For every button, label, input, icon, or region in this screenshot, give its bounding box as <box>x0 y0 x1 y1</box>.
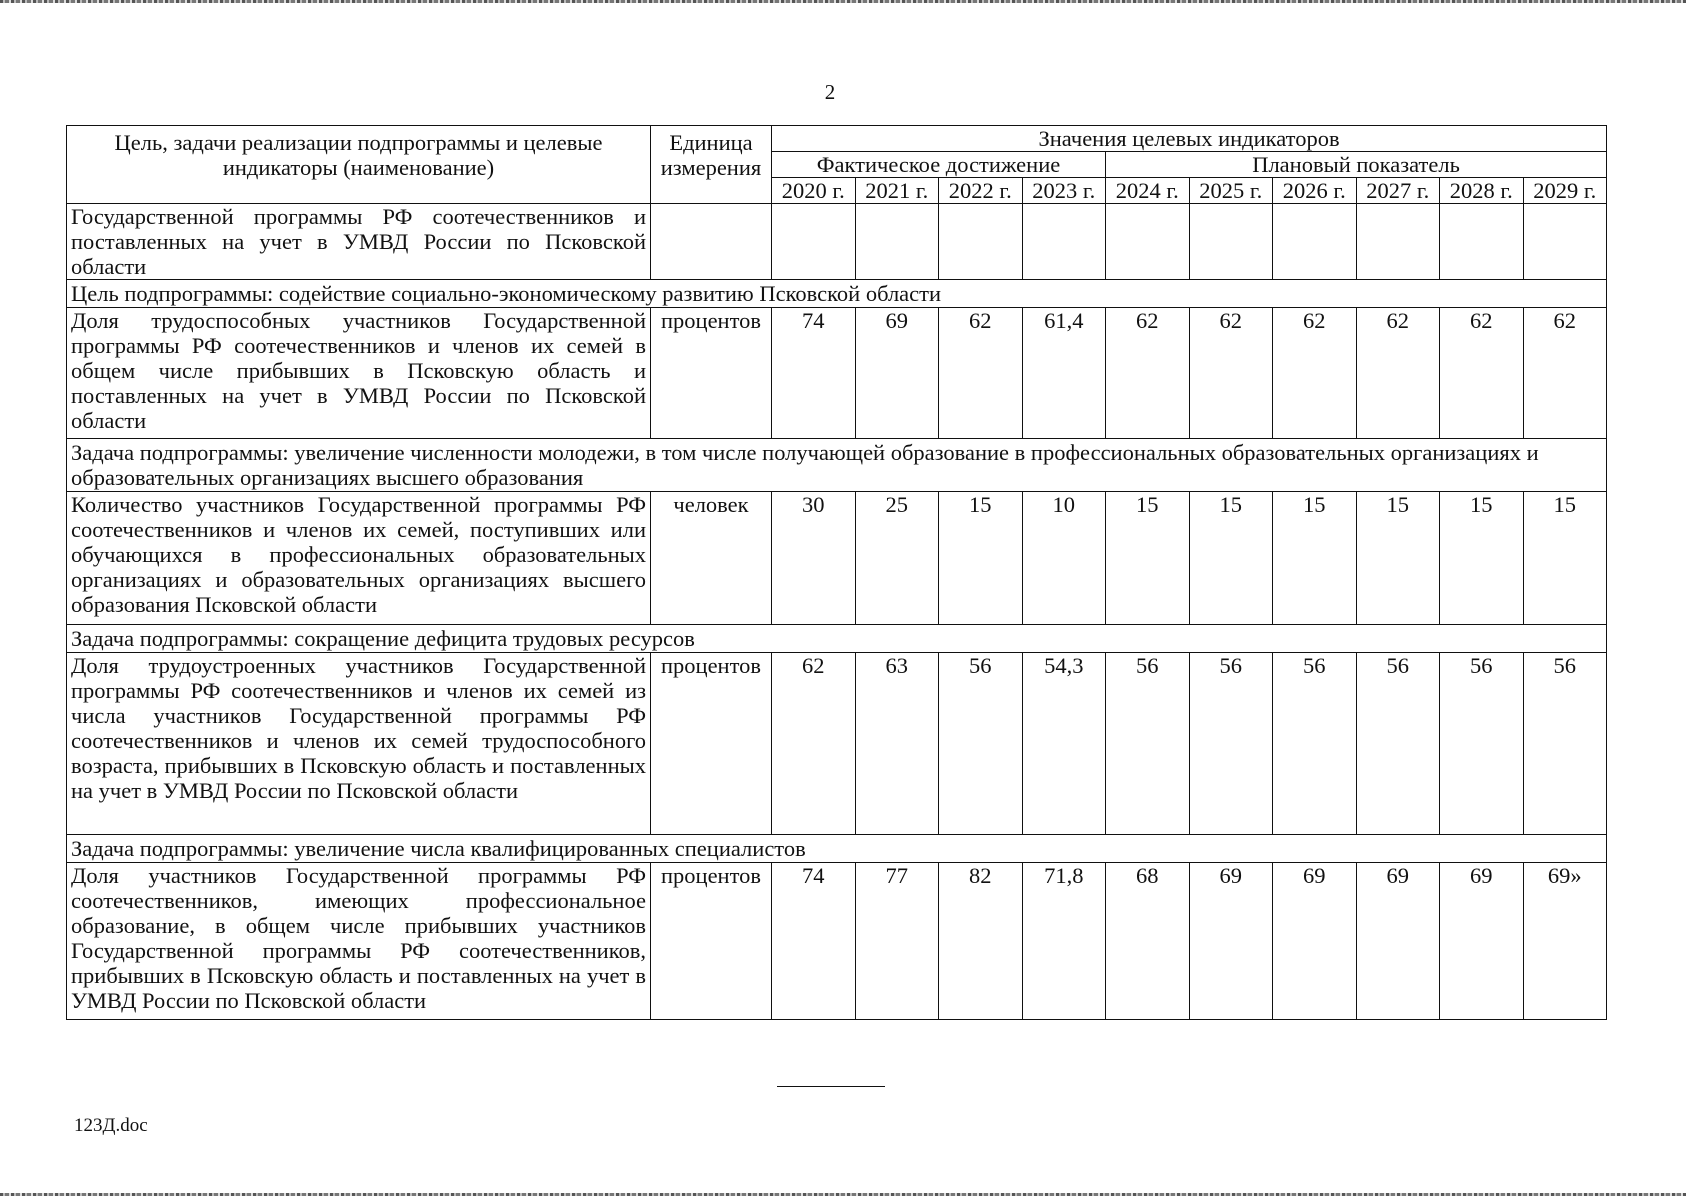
value-2028: 15 <box>1440 492 1524 625</box>
value-2023: 10 <box>1022 492 1106 625</box>
section-row-goal <box>67 280 1607 308</box>
section-row-task-2 <box>67 625 1607 653</box>
goal-text: Цель подпрограммы: содействие социально-экономическому развитию Псковской области <box>67 280 1607 308</box>
value-2023: 54,3 <box>1022 653 1106 835</box>
indicator-name: Доля участников Государственной программы РФ соотечественников, имеющих профессиональное образование, в общем числе прибывших участников Государственной программы РФ соотечественников, прибывших в Псковскую область и поставленных на учет в УМВД России по Псковской области <box>67 863 651 1020</box>
value-2025: 15 <box>1189 492 1273 625</box>
value-2021: 69 <box>855 308 939 439</box>
value-2020: 30 <box>772 492 856 625</box>
table-row-indicator-3 <box>67 653 1607 835</box>
indicator-unit: процентов <box>651 308 772 439</box>
value-2024: 62 <box>1106 308 1190 439</box>
value-2026: 62 <box>1273 308 1357 439</box>
value-cell <box>1440 204 1524 280</box>
header-planned-group: Плановый показатель <box>1106 152 1607 178</box>
header-year: 2023 г. <box>1022 178 1106 204</box>
table-row-indicator-4 <box>67 863 1607 1020</box>
header-name-column: Цель, задачи реализации подпрограммы и целевые индикаторы (наименование) <box>67 126 651 204</box>
indicator-name: Доля трудоспособных участников Государственной программы РФ соотечественников и членов их семей в общем числе прибывших в Псковскую область и поставленных на учет в УМВД России по Псковской области <box>67 308 651 439</box>
section-row-task-1 <box>67 439 1607 492</box>
value-cell <box>1189 204 1273 280</box>
value-cell <box>1022 204 1106 280</box>
value-2026: 69 <box>1273 863 1357 1020</box>
value-2022: 56 <box>939 653 1023 835</box>
header-year: 2028 г. <box>1440 178 1524 204</box>
scan-top-edge <box>0 0 1686 3</box>
header-year: 2022 г. <box>939 178 1023 204</box>
task-text: Задача подпрограммы: увеличение числа квалифицированных специалистов <box>67 835 1607 863</box>
value-cell <box>939 204 1023 280</box>
header-actual-group: Фактическое достижение <box>772 152 1106 178</box>
indicator-name: Количество участников Государственной программы РФ соотечественников и членов их семей, поступивших или обучающихся в профессиональных образовательных организациях и образовательных организациях высшего образования Псковской области <box>67 492 651 625</box>
value-2021: 63 <box>855 653 939 835</box>
header-year: 2021 г. <box>855 178 939 204</box>
value-2022: 15 <box>939 492 1023 625</box>
value-2029: 62 <box>1523 308 1607 439</box>
section-row-task-3 <box>67 835 1607 863</box>
task-text: Задача подпрограммы: увеличение численности молодежи, в том числе получающей образование в профессиональных образовательных организациях и образовательных организациях высшего образования <box>67 439 1607 492</box>
value-2029: 69» <box>1523 863 1607 1020</box>
value-2026: 15 <box>1273 492 1357 625</box>
value-2023: 71,8 <box>1022 863 1106 1020</box>
indicator-unit: процентов <box>651 653 772 835</box>
value-2025: 56 <box>1189 653 1273 835</box>
value-2025: 69 <box>1189 863 1273 1020</box>
task-text: Задача подпрограммы: сокращение дефицита трудовых ресурсов <box>67 625 1607 653</box>
value-cell <box>855 204 939 280</box>
value-2027: 56 <box>1356 653 1440 835</box>
value-2029: 15 <box>1523 492 1607 625</box>
value-cell <box>1106 204 1190 280</box>
value-cell <box>1523 204 1607 280</box>
header-year: 2026 г. <box>1273 178 1357 204</box>
value-2027: 62 <box>1356 308 1440 439</box>
indicator-unit: процентов <box>651 863 772 1020</box>
value-2029: 56 <box>1523 653 1607 835</box>
value-2024: 68 <box>1106 863 1190 1020</box>
value-2022: 82 <box>939 863 1023 1020</box>
header-year: 2020 г. <box>772 178 856 204</box>
value-2028: 69 <box>1440 863 1524 1020</box>
header-year: 2025 г. <box>1189 178 1273 204</box>
header-year: 2024 г. <box>1106 178 1190 204</box>
table-row-indicator-2 <box>67 492 1607 625</box>
value-cell <box>1356 204 1440 280</box>
value-2020: 62 <box>772 653 856 835</box>
indicator-name: Доля трудоустроенных участников Государственной программы РФ соотечественников и членов их семей из числа участников Государственной программы РФ соотечественников и членов их семей трудоспособного возраста, прибывших в Псковскую область и поставленных на учет в УМВД России по Псковской области <box>67 653 651 835</box>
value-2028: 56 <box>1440 653 1524 835</box>
indicator-name: Государственной программы РФ соотечественников и поставленных на учет в УМВД России по Псковской области <box>67 204 651 280</box>
value-2024: 56 <box>1106 653 1190 835</box>
value-2020: 74 <box>772 863 856 1020</box>
footer-divider <box>777 1086 885 1087</box>
value-2025: 62 <box>1189 308 1273 439</box>
value-cell <box>772 204 856 280</box>
header-year: 2029 г. <box>1523 178 1607 204</box>
value-cell <box>1273 204 1357 280</box>
value-2027: 69 <box>1356 863 1440 1020</box>
value-2020: 74 <box>772 308 856 439</box>
header-unit-column: Единица измерения <box>651 126 772 204</box>
footer-file-name: 123Д.doc <box>74 1115 148 1136</box>
table-row-indicator-1 <box>67 308 1607 439</box>
scan-bottom-edge <box>0 1193 1686 1196</box>
value-2024: 15 <box>1106 492 1190 625</box>
unit-cell <box>651 204 772 280</box>
header-year: 2027 г. <box>1356 178 1440 204</box>
value-2028: 62 <box>1440 308 1524 439</box>
value-2027: 15 <box>1356 492 1440 625</box>
value-2021: 77 <box>855 863 939 1020</box>
header-row-1 <box>67 126 1607 152</box>
value-2026: 56 <box>1273 653 1357 835</box>
value-2023: 61,4 <box>1022 308 1106 439</box>
indicators-table <box>66 125 1607 1020</box>
indicator-unit: человек <box>651 492 772 625</box>
value-2021: 25 <box>855 492 939 625</box>
page-number: 2 <box>824 80 836 104</box>
header-values-group: Значения целевых индикаторов <box>772 126 1607 152</box>
table-row-continuation <box>67 204 1607 280</box>
value-2022: 62 <box>939 308 1023 439</box>
